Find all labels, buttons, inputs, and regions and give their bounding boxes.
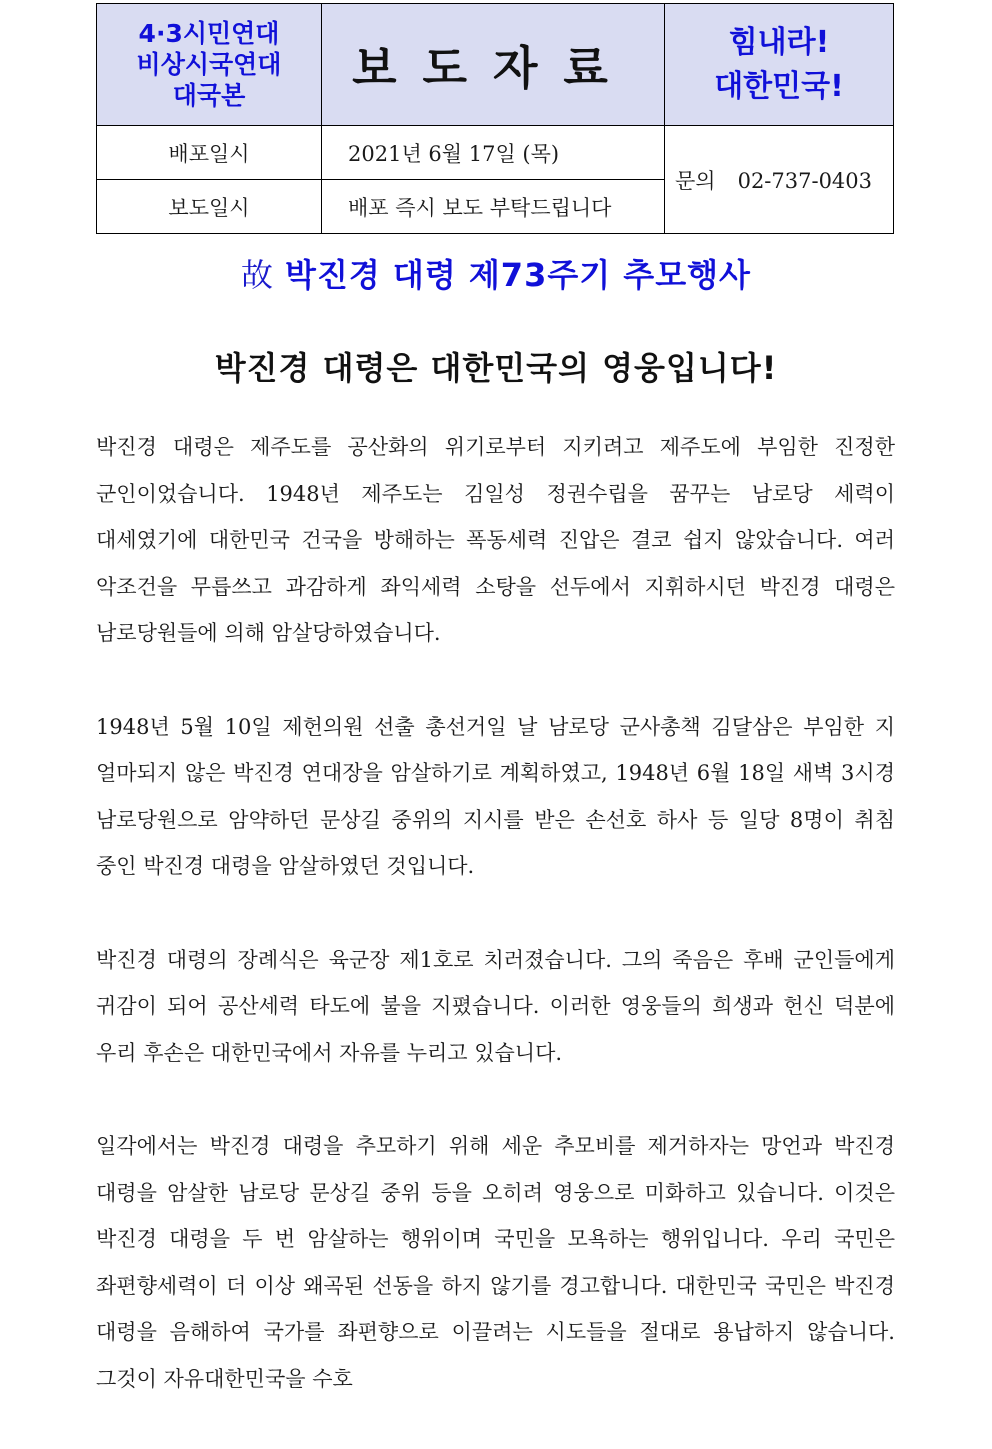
release-date-value: 2021년 6월 17일 (목) [322,126,665,180]
paragraph-1: 박진경 대령은 제주도를 공산화의 위기로부터 지키려고 제주도에 부임한 진정한 군인이었습니다. 1948년 제주도는 김일성 정권수립을 꿈꾸는 남로당 세력이 대세였기에 대한민국 건국을 방해하는 폭동세력 진압은 결코 쉽지 않았습니다. 여러 악조건을 무릅쓰고 과감하게 좌익세력 소탕을 선두에서 지휘하시던 박진경 대령은 남로당원들에 의해 암살당하였습니다. [96,435,895,646]
event-title [0,248,992,302]
contact-info [665,126,894,234]
organization-names [97,4,322,126]
slogan-line-2: 대한민국! [714,68,844,104]
org-line-1: 4·3시민연대 [138,19,280,48]
document-title: 보도자료 [322,4,665,126]
event-title-text: 박진경 대령 제73주기 추모행사 [285,256,751,294]
contact-phone: 02-737-0403 [737,168,873,193]
org-line-3: 대국본 [172,81,246,110]
headline: 박진경 대령은 대한민국의 영웅입니다! [214,349,778,387]
paragraph-2: 1948년 5월 10일 제헌의원 선출 총선거일 날 남로당 군사총책 김달삼은 부임한 지 얼마되지 않은 박진경 연대장을 암살하기로 계획하였고, 1948년 6월 18일 새벽 3시경 남로당원으로 암약하던 문상길 중위의 지시를 받은 손선호 하사 등 일당 8명이 취침 중인 박진경 대령을 암살하였던 것입니다. [96,714,895,879]
release-date-label: 배포일시 [97,126,322,180]
report-time-value: 배포 즉시 보도 부탁드립니다 [322,180,665,234]
event-title-prefix: 故 [241,256,274,294]
org-line-2: 비상시국연대 [136,50,282,79]
slogan [665,4,894,126]
body-text [96,424,895,1449]
contact-label: 문의 [675,168,716,193]
paragraph-4: 일각에서는 박진경 대령을 추모하기 위해 세운 추모비를 제거하자는 망언과 박진경 대령을 암살한 남로당 문상길 중위 등을 오히려 영웅으로 미화하고 있습니다. 이것은 박진경 대령을 두 번 암살하는 행위이며 국민을 모욕하는 행위입니다. 우리 국민은 좌편향세력이 더 이상 왜곡된 선동을 하지 않기를 경고합니다. 대한민국 국민은 박진경 대령을 음해하여 국가를 좌편향으로 이끌려는 시도들을 절대로 용납하지 않습니다. 그것이 자유대한민국을 수호 [96,1133,895,1391]
report-time-label: 보도일시 [97,180,322,234]
header-table [96,3,894,234]
slogan-line-1: 힘내라! [728,24,830,60]
paragraph-3: 박진경 대령의 장례식은 육군장 제1호로 치러졌습니다. 그의 죽음은 후배 군인들에게 귀감이 되어 공산세력 타도에 불을 지폈습니다. 이러한 영웅들의 희생과 헌신 덕분에 우리 후손은 대한민국에서 자유를 누리고 있습니다. [96,947,895,1065]
